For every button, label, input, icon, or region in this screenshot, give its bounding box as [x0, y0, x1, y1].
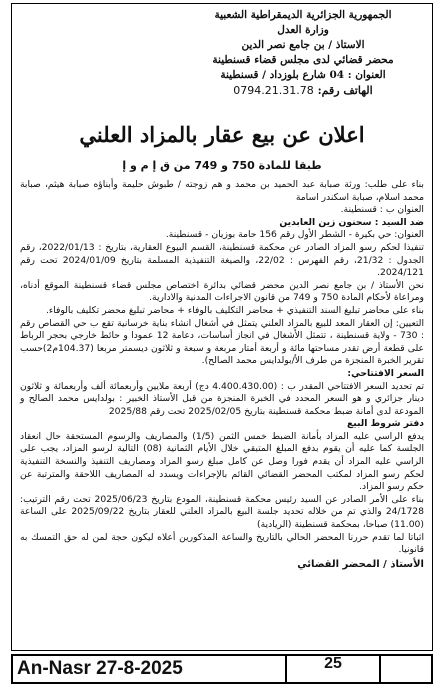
paragraph-defendant: ضد السيد : سحنون زين العابدين	[279, 216, 424, 228]
page-footer	[11, 654, 433, 684]
bailiff-letterhead	[188, 8, 418, 98]
paragraph-judgment: تنفيذا لحكم رسو المزاد الصادر عن محكمة قسنطينة، القسم البيوع العقارية، بتاريخ : 2022/01/13، رقم الجدول : 21/32، رقم الفهرس : 22/02، والصيغة التنفيذية المسلمة بتاريخ 2024/01/09 تحت رقم 2024/121.	[20, 241, 424, 279]
phone-number: 0794.21.31.78	[233, 84, 314, 97]
state-name: الجمهورية الجزائرية الديمقراطية الشعبية	[214, 9, 392, 21]
notice-subtitle: طبقا للمادة 750 و 749 من ق إ م و إ	[122, 159, 322, 172]
paragraph-opening-price: تم تحديد السعر الافتتاحي المقدر ب : (4.400.430.00 دج) أربعة ملايين وأربعمائة ألف وأربعمائة و ثلاثون دينار جزائري و هو السعر المحدد في الخبرة المنجزة من قبل الأستاذ الخبير : بولدايس محمد الصالح و المودعة لدى أمانة ضبط محكمة قسنطينة بتاريخ 2025/02/05 تحت رقم 2025/88	[20, 380, 425, 417]
paragraph-closing: اثباتا لما تقدم حررنا المحضر الحالي بالتاريخ والساعة المذكورين أعلاه ليكون حجة لمن له حق التمسك به قانونيا.	[20, 531, 424, 556]
paragraph-notifications: بناء على محاضر تبليغ السند التنفيذي + محاضر التكليف بالوفاء + محاضر تبليغ محضر تكليف بالوفاء.	[45, 304, 424, 316]
paragraph-applicant-address: العنوان ب : قسنطينة.	[340, 204, 424, 216]
paragraph-bailiff: نحن الأستاذ / بن جامع نصر الدين محضر قضائي بدائرة اختصاص مجلس قضاء قسنطينة الموقع أدناه، ومراعاة لأحكام المادة 750 و 749 من قانون الاجراءات المدنية والادارية.	[20, 279, 424, 304]
heading-sale-conditions: دفتر شروط البيع	[347, 418, 424, 430]
paragraph-applicant: بناء على طلب: ورثة صبابة عبد الحميد بن محمد و هم زوجته / طبوش حليمة وأبناؤه صبابة هيثم، صبابة محمد اسلام، صبابة اسكندر اسامة	[20, 179, 424, 203]
office-address: العنوان : 04 شارع بلوزداد / قسنطينة	[220, 69, 386, 81]
notice-body	[20, 179, 424, 571]
paragraph-sale-session: بناء على الأمر الصادر عن السيد رئيس محكمة قسنطينة، المودع بتاريخ 2025/06/23 تحت رقم الترتيب: 24/1728 والذي تم من خلاله تحديد جلسة البيع بالمزاد العلني للعقار بتاريخ 2025/09/22 على الساعة (11.00) صباحا، بمحكمة قسنطينة (الريادية)	[20, 493, 424, 531]
legal-notice	[11, 3, 433, 651]
phone-label: الهاتف رقم:	[317, 84, 373, 97]
heading-opening-price: السعر الافتتاحي:	[347, 367, 424, 379]
publication-date: An-Nasr 27-8-2025	[17, 658, 183, 679]
bailiff-name: الاستاذ / بن جامع نصر الدين	[241, 39, 365, 51]
paragraph-sale-conditions: يدفع الراسي عليه المزاد بأمانة الضبط خمس الثمن (1/5) والمصاريف والرسوم المستحقة حال انعقاد الجلسة كما عليه أن يقوم بدفع المبلغ المتبقي خلال الأيام الثمانية (08) التالية لرسو المزاد، يجب على الراسي عليه المزاد أن يقدم فورا وصل عن كامل مبلغ رسو المزاد ومصاريف التنفيذ والنسخة التنفيذية لحكم رسو المزاد لمكتب المحضر القضائي القائم بالإجراءات ويسدد له المصاريف اللاحقة والمترتبة عن حكم رسو المزاد.	[20, 430, 424, 493]
ministry-name: وزارة العدل	[277, 24, 329, 36]
notice-title: اعلان عن بيع عقار بالمزاد العلني	[79, 122, 365, 147]
signature: الأستاذ / المحضر القضائي	[297, 558, 424, 570]
page-number-box	[285, 654, 381, 684]
page-number: 25	[324, 655, 342, 672]
paragraph-defendant-address: العنوان: حي بكيرة - الشطر الأول رقم 156 حامة بوزيان - قسنطينة.	[165, 229, 424, 241]
office-phone	[188, 83, 418, 98]
bailiff-office: محضر قضائي لدى مجلس قضاء قسنطينة	[212, 54, 394, 66]
paragraph-property: التعيين: إن العقار المعد للبيع بالمزاد العلني يتمثل في أشغال انشاء بناية خرسانية تقع ب حي القصاص رقم : 730 - ولاية قسنطينة ، تتمثل الأشغال في انجاز أساسات، دعامة 12 عمودا و حائط خارجي بحجر الرباط على قطعة أرض تقدر مساحتها مائة و أربعة أمتار مربعة و سبعة و ثلاثون ديسمتر مربعا (104.37م2)حسب تقرير الخبرة المنجزة من طرف الأ/بولدايس محمد الصالح).	[20, 317, 424, 367]
